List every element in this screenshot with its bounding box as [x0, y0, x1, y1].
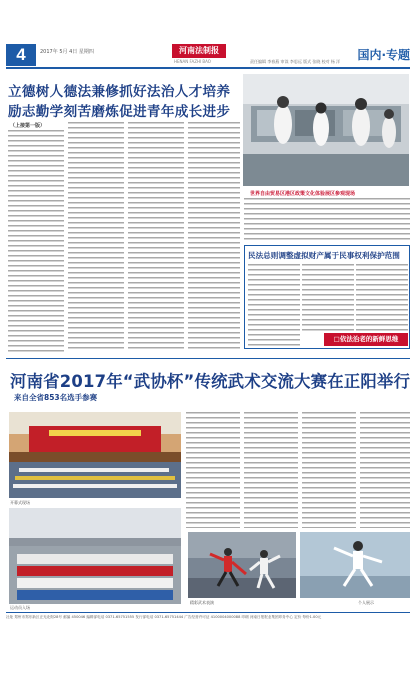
issue-date: 2017年 5月 4日 星期四 [40, 49, 94, 55]
editor-credits: 责任编辑 李春燕 审读 李思远 版式 张晓 校对 杨 洋 [250, 59, 341, 64]
article1-headline-line1: 立德树人德法兼修抓好法治人才培养 [8, 84, 231, 100]
page-number: 4 [6, 44, 36, 66]
martial-arts-photo [188, 532, 296, 598]
wushu-text-column [244, 412, 298, 528]
performer-caption: 个人展示 [358, 600, 374, 605]
lab-photo-caption: 世界自由贸易区港区政策文化体验展区参观现场 [250, 191, 356, 197]
section-divider [6, 358, 410, 359]
article1-headline-line2: 励志勤学刻苦磨炼促进青年成长进步 [8, 104, 231, 120]
wushu-subheadline: 来自全省853名选手参赛 [14, 393, 98, 402]
wushu-text-column [186, 412, 240, 528]
ceremony-photo [9, 412, 181, 498]
law-series-tag: □依法治老的新鲜思维 [324, 333, 408, 346]
law-text-column [302, 264, 354, 332]
article1-text-column [128, 122, 184, 352]
article1-text-column [8, 130, 64, 352]
newspaper-masthead: 河南法制报 [172, 44, 226, 58]
article1-text-column [68, 122, 124, 352]
law-text-column [356, 264, 408, 332]
section-title: 国内·专题 [340, 44, 410, 66]
parade-caption: 运动员入场 [10, 605, 30, 610]
law-text-column [248, 264, 300, 348]
ceremony-caption: 开幕式现场 [10, 500, 30, 505]
lab-photo [243, 74, 409, 186]
wushu-text-column [360, 412, 410, 528]
wushu-text-column [302, 412, 356, 528]
parade-photo [9, 508, 181, 604]
article1-lead: （上接第一版） [10, 123, 46, 129]
masthead-pinyin: HENAN FAZHI BAO [174, 59, 211, 64]
article1-text-column [188, 122, 240, 352]
footer-rule [6, 612, 410, 613]
wushu-headline: 河南省2017年“武协杯”传统武术交流大赛在正阳举行 [10, 372, 411, 391]
header-rule [6, 67, 410, 69]
footer-imprint: 社址 郑州市郑东新区正光北街28号 邮编 450046 编辑部电话 0371-65751555 发行部电话 0371-65751444 广告经营许可证 4100004000088 印刷 河南日报报业集团印务中心 定价 每份1.00元 [6, 615, 322, 619]
law-article-title: 民法总则调整虚拟财产属于民事权利保护范围 [248, 251, 400, 260]
martial-arts-caption: 精彩武术表演 [190, 600, 214, 605]
performer-photo [300, 532, 410, 598]
photo-story-text [244, 198, 410, 240]
